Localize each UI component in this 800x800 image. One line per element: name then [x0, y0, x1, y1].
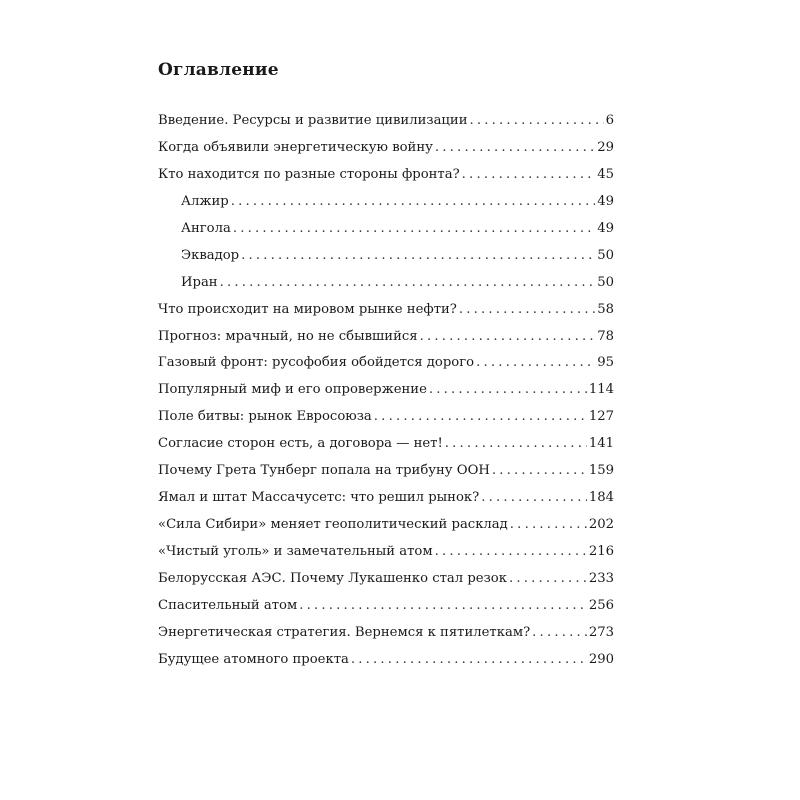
dot-leader	[459, 302, 595, 317]
page-title: Оглавление	[158, 60, 279, 80]
dot-leader	[445, 436, 587, 451]
toc-entry-page: 273	[588, 624, 614, 640]
dot-leader	[509, 571, 587, 586]
toc-entry-title: Эквадор	[181, 247, 240, 263]
toc-entry[interactable]	[158, 113, 614, 140]
toc-entry[interactable]	[158, 329, 614, 356]
toc-entry-page: 256	[588, 597, 614, 613]
toc-entry-page: 58	[597, 301, 614, 317]
toc-entry-page: 95	[597, 355, 614, 371]
toc-entry[interactable]	[158, 436, 614, 463]
toc-entry-page: 184	[588, 490, 614, 506]
toc-entry-page: 49	[597, 193, 614, 209]
toc-entry-page: 45	[597, 166, 614, 182]
toc-entry[interactable]	[158, 409, 614, 436]
toc-entry-page: 290	[588, 651, 614, 667]
dot-leader	[429, 382, 587, 397]
toc-entry-page: 159	[588, 463, 614, 479]
toc-entry-title: Белорусская АЭС. Почему Лукашенко стал резок	[158, 570, 507, 586]
dot-leader	[231, 194, 595, 209]
toc-subentry[interactable]	[158, 275, 614, 302]
toc-entry[interactable]	[158, 140, 614, 167]
toc-entry-title: Будущее атомного проекта	[158, 651, 349, 667]
toc-entry-title: Что происходит на мировом рынке нефти?	[158, 301, 457, 317]
toc-entry-title: Алжир	[181, 193, 229, 209]
toc-subentry[interactable]	[158, 194, 614, 221]
toc-entry-page: 50	[597, 247, 614, 263]
toc-entry-title: Иран	[181, 274, 218, 290]
toc-entry[interactable]	[158, 463, 614, 490]
toc-entry-title: Газовый фронт: русофобия обойдется дорого	[158, 355, 475, 371]
dot-leader	[470, 113, 604, 128]
toc-entry-page: 202	[588, 517, 614, 533]
toc-entry[interactable]	[158, 302, 614, 329]
table-of-contents	[158, 113, 614, 679]
toc-entry-page: 141	[588, 436, 614, 452]
toc-entry[interactable]	[158, 598, 614, 625]
toc-entry-title: Кто находится по разные стороны фронта?	[158, 166, 460, 182]
toc-entry-page: 233	[588, 570, 614, 586]
toc-entry-title: «Чистый уголь» и замечательный атом	[158, 544, 433, 559]
dot-leader	[299, 598, 587, 613]
dot-leader	[492, 463, 587, 478]
toc-entry-title: Введение. Ресурсы и развитие цивилизации	[158, 113, 468, 128]
toc-entry-page: 29	[597, 139, 614, 155]
toc-entry-page: 127	[588, 409, 614, 425]
dot-leader	[220, 275, 596, 290]
dot-leader	[351, 652, 587, 667]
toc-entry[interactable]	[158, 625, 614, 652]
toc-entry-page: 78	[597, 328, 614, 344]
toc-subentry[interactable]	[158, 248, 614, 275]
dot-leader	[435, 544, 587, 559]
dot-leader	[476, 355, 595, 370]
toc-entry-page: 216	[588, 544, 614, 559]
toc-entry-title: Спасительный атом	[158, 597, 298, 613]
toc-entry-page: 50	[597, 274, 614, 290]
toc-entry-title: Поле битвы: рынок Евросоюза	[158, 409, 372, 425]
toc-entry[interactable]	[158, 167, 614, 194]
dot-leader	[481, 490, 587, 505]
toc-entry[interactable]	[158, 517, 614, 544]
toc-entry-title: Ямал и штат Массачусетс: что решил рынок?	[158, 490, 480, 506]
dot-leader	[532, 625, 587, 640]
toc-entry[interactable]	[158, 544, 614, 571]
dot-leader	[462, 167, 596, 182]
toc-entry[interactable]	[158, 382, 614, 409]
dot-leader	[374, 409, 587, 424]
dot-leader	[510, 517, 587, 532]
toc-entry-title: Почему Грета Тунберг попала на трибуну ООН	[158, 463, 490, 479]
toc-entry[interactable]	[158, 490, 614, 517]
toc-entry-page: 49	[597, 220, 614, 236]
dot-leader	[241, 248, 595, 263]
toc-entry-title: Согласие сторон есть, а договора — нет!	[158, 436, 443, 452]
toc-entry-title: Когда объявили энергетическую войну	[158, 139, 433, 155]
toc-subentry[interactable]	[158, 221, 614, 248]
toc-entry-page: 114	[588, 382, 614, 398]
toc-entry-title: Популярный миф и его опровержение	[158, 382, 427, 398]
dot-leader	[435, 140, 595, 155]
toc-entry-title: Прогноз: мрачный, но не сбывшийся	[158, 328, 418, 344]
toc-entry[interactable]	[158, 571, 614, 598]
dot-leader	[233, 221, 595, 236]
toc-entry[interactable]	[158, 652, 614, 679]
toc-entry-title: «Сила Сибири» меняет геополитический расклад	[158, 517, 508, 533]
toc-entry-title: Ангола	[181, 220, 231, 236]
toc-entry-page: 6	[605, 113, 614, 128]
dot-leader	[420, 329, 596, 344]
toc-entry[interactable]	[158, 355, 614, 382]
toc-entry-title: Энергетическая стратегия. Вернемся к пятилеткам?	[158, 624, 531, 640]
